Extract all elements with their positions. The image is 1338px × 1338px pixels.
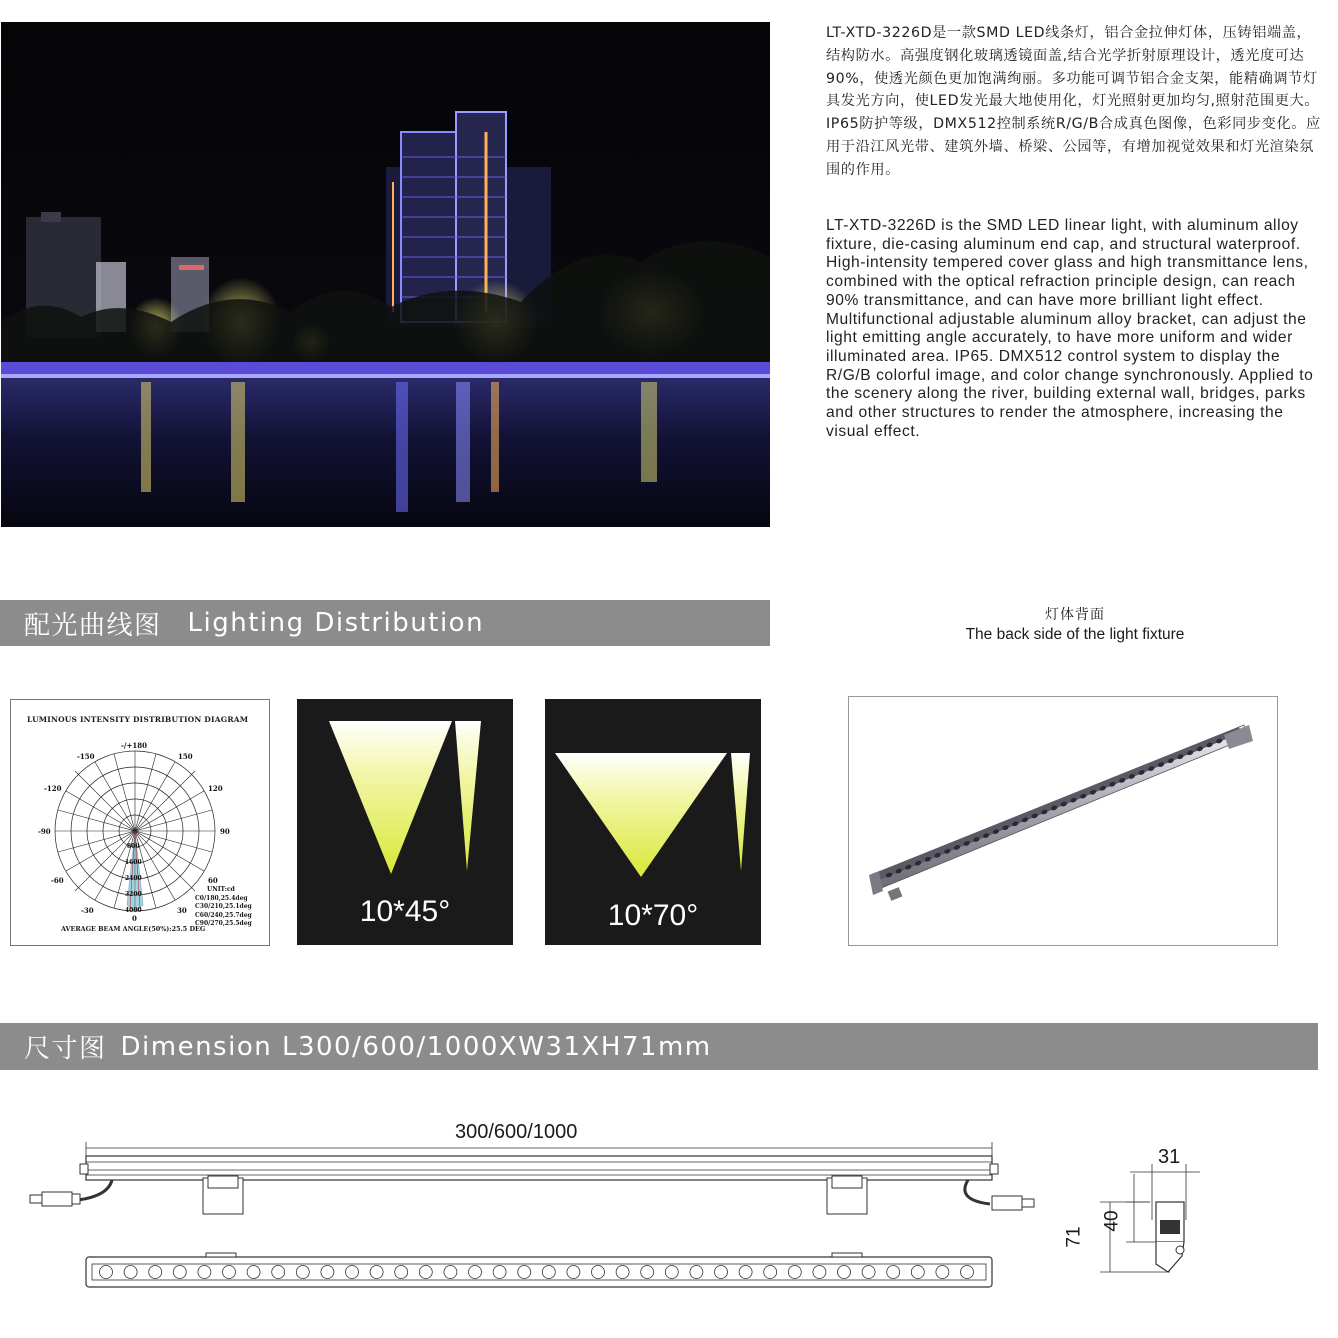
led-circle — [198, 1266, 211, 1279]
led-circle — [690, 1266, 703, 1279]
led-circle — [223, 1266, 236, 1279]
dimension-inner-height-label: 40 — [1101, 1210, 1123, 1232]
led-circle — [862, 1266, 875, 1279]
dimension-length-label: 300/600/1000 — [455, 1121, 578, 1143]
legend-item: C30/210,25.1deg — [195, 903, 252, 911]
led-circle — [124, 1266, 137, 1279]
legend-item: C90/270,25.5deg — [195, 920, 252, 928]
dimension-width-label: 31 — [1158, 1146, 1181, 1168]
led-circle — [665, 1266, 678, 1279]
description-chinese: LT-XTD-3226D是一款SMD LED线条灯，铝合金拉伸灯体，压铸铝端盖，结构防水。高强度钢化玻璃透镜面盖,结合光学折射原理设计，透光度可达90%，使透光颜色更加饱满绚丽。多功能可调节铝合金支架，能精确调节灯具发光方向，使LED发光最大地使用化，灯光照射更加均匀,照射范围更大。IP65防护等级，DMX512控制系统R/G/B合成真色图像，色彩同步变化。应用于沿江风光带、建筑外墙、桥梁、公园等，有增加视觉效果和灯光渲染氛围的作用。 — [826, 25, 1321, 178]
dimension-header-en: Dimension L300/600/1000XW31XH71mm — [120, 1031, 712, 1062]
led-circle — [469, 1266, 482, 1279]
led-circle — [542, 1266, 555, 1279]
led-circle — [936, 1266, 949, 1279]
lighting-header-en: Lighting Distribution — [187, 608, 485, 638]
led-circle — [247, 1266, 260, 1279]
back-side-caption-cn: 灯体背面 — [1045, 607, 1105, 623]
led-circle — [911, 1266, 924, 1279]
angle-label-ur: 120 — [208, 784, 223, 793]
angle-label-tl: -150 — [77, 752, 95, 761]
ring-value-4000: 4000 — [125, 907, 142, 914]
led-circle — [887, 1266, 900, 1279]
led-circle — [961, 1266, 974, 1279]
dimension-header-cn: 尺寸图 — [24, 1034, 107, 1064]
night-scene-photo — [1, 22, 770, 527]
beam-angle-card-70 — [545, 699, 761, 945]
led-circle — [567, 1266, 580, 1279]
dimension-header — [0, 1023, 1318, 1070]
fixture-side-and-front-drawing — [0, 1140, 1060, 1300]
led-circle — [346, 1266, 359, 1279]
beam-angle-card-45 — [297, 699, 513, 945]
led-circle — [149, 1266, 162, 1279]
ring-value-1600: 1600 — [125, 859, 142, 866]
angle-label-ul: -120 — [44, 784, 62, 793]
led-circle — [838, 1266, 851, 1279]
led-circle — [419, 1266, 432, 1279]
ring-value-800: 800 — [127, 843, 140, 850]
beam-label-45: 10*45° — [359, 895, 451, 928]
night-riverside-image — [1, 22, 770, 527]
led-circle — [641, 1266, 654, 1279]
led-circle — [173, 1266, 186, 1279]
led-circle — [321, 1266, 334, 1279]
led-circle — [616, 1266, 629, 1279]
lighting-distribution-header — [0, 600, 770, 646]
back-side-caption-en: The back side of the light fixture — [965, 626, 1185, 643]
angle-label-lr: 60 — [208, 876, 218, 885]
led-circle — [592, 1266, 605, 1279]
angle-label-bottom: 0 — [132, 914, 137, 923]
led-circle — [370, 1266, 383, 1279]
polar-legend — [195, 895, 252, 929]
polar-diagram-title: LUMINOUS INTENSITY DISTRIBUTION DIAGRAM — [27, 715, 249, 724]
led-circle — [493, 1266, 506, 1279]
lighting-header-cn: 配光曲线图 — [24, 610, 162, 641]
angle-label-ml: -90 — [38, 827, 51, 836]
led-circle — [788, 1266, 801, 1279]
led-circle — [813, 1266, 826, 1279]
dimension-total-height-label: 71 — [1063, 1226, 1085, 1248]
description-english: LT-XTD-3226D is the SMD LED linear light, with aluminum alloy fixture, die-casing aluminum end cap, and structural waterproof. High-intensity tempered cover glass and high transmittance lens, combined with the optical refraction principle design, can reach 90% transmittance, and can have more brilliant light effect. Multifunctional adjustable aluminum alloy bracket, can adjust the light emitting angle accurately, to have more uniform and wider illuminated area. IP65. DMX512 control system to display the R/G/B colorful image, and color change synchronously. Applied to the scenery along the river, building external wall, bridges, parks and other structures to render the atmosphere, increasing the visual effect. — [826, 217, 1314, 440]
legend-item: C0/180,25.4deg — [195, 895, 248, 902]
led-circle — [739, 1266, 752, 1279]
ring-value-3200: 3200 — [125, 891, 142, 898]
angle-label-bl: -30 — [81, 906, 94, 915]
fixture-back-view — [848, 696, 1278, 946]
led-circle — [518, 1266, 531, 1279]
legend-item: C60/240,25.7deg — [195, 911, 252, 919]
angle-label-ll: -60 — [51, 876, 64, 885]
angle-label-tr: 150 — [178, 752, 193, 761]
average-beam-angle-note: AVERAGE BEAM ANGLE(50%):25.5 DEG — [61, 925, 206, 933]
led-circle — [296, 1266, 309, 1279]
luminous-intensity-diagram — [10, 699, 270, 946]
led-circle — [100, 1266, 113, 1279]
angle-label-br: 30 — [177, 906, 187, 915]
led-circle — [272, 1266, 285, 1279]
led-circle — [715, 1266, 728, 1279]
angle-label-top: -/+180 — [121, 741, 147, 750]
angle-label-mr: 90 — [220, 827, 230, 836]
led-circle — [444, 1266, 457, 1279]
led-circle — [764, 1266, 777, 1279]
fixture-back-image — [849, 697, 1277, 945]
unit-label: UNIT:cd — [207, 886, 235, 893]
beam-label-70: 10*70° — [607, 899, 699, 932]
ring-value-2400: 2400 — [125, 875, 142, 882]
led-circle — [395, 1266, 408, 1279]
